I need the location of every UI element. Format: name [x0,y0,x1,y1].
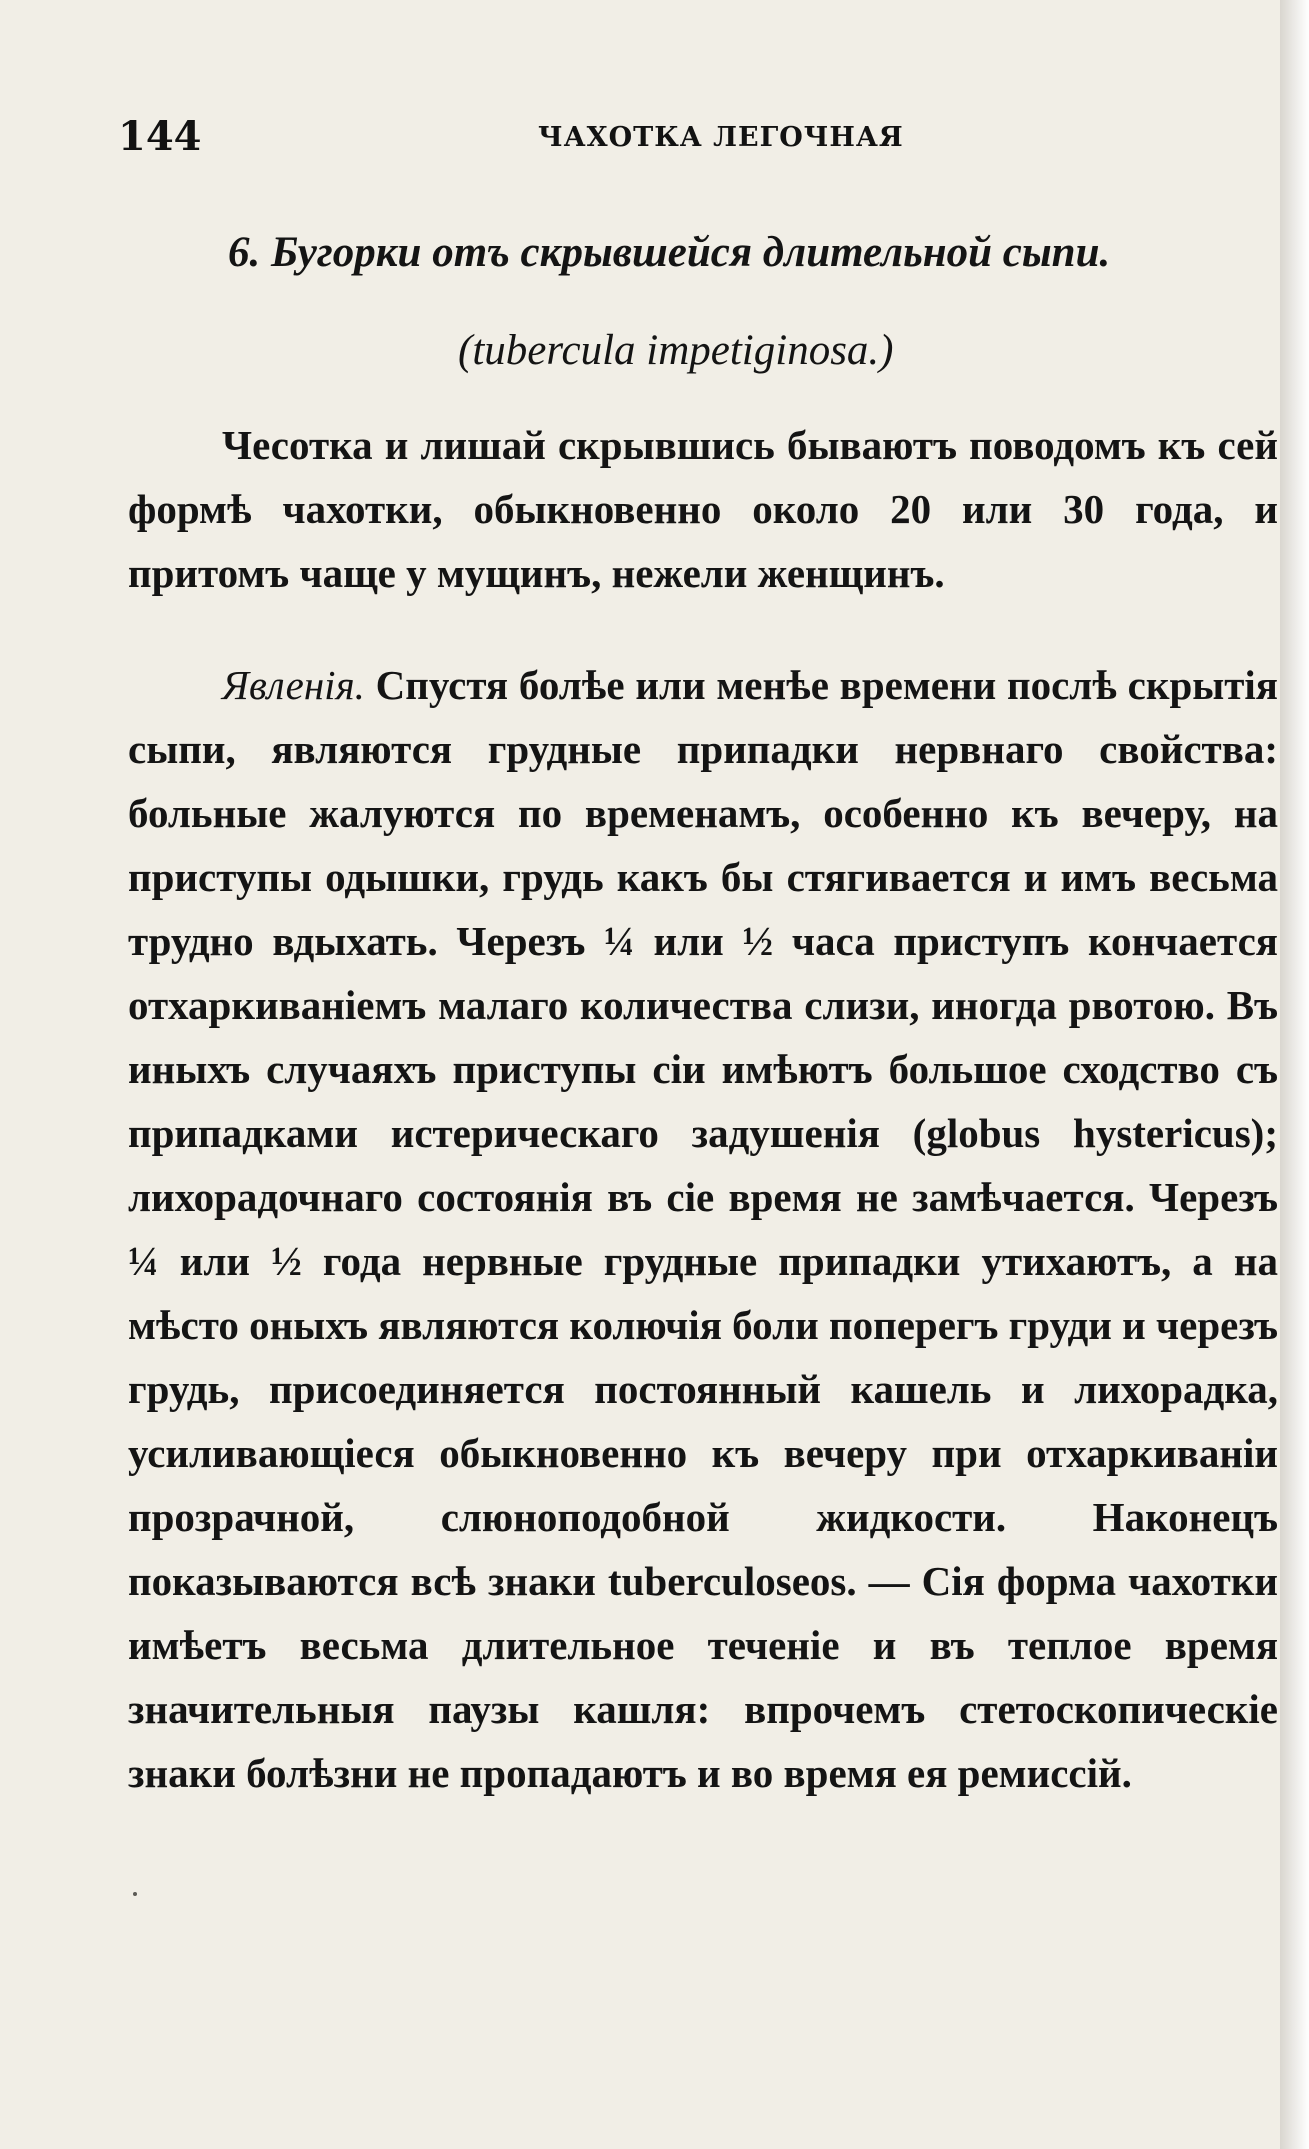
paper-speck [133,1892,137,1896]
section-title: 6. Бугорки отъ скрывшейся длительной сыпи. [228,229,1111,276]
paragraph-symptoms [128,653,1278,1805]
page-number: 144 [118,113,202,160]
running-head: ЧАХОТКА ЛЕГОЧНАЯ [538,122,904,153]
paragraph-text: Спустя болѣе или менѣе времени послѣ скрытія сыпи, являются грудные припадки нервнаго свойства: больные жалуются по временамъ, особенно къ вечеру, на приступы одышки, грудь какъ бы стягивается и имъ весьма трудно вдыхать. Черезъ ¼ или ½ часа приступъ кончается отхаркиваніемъ малаго количества слизи, иногда рвотою. Въ иныхъ случаяхъ приступы сіи имѣютъ большое сходство съ припадками истерическаго задушенія (globus hystericus); лихорадочнаго состоянія въ сіе время не замѣчается. Черезъ ¼ или ½ года нервные грудные припадки утихаютъ, а на мѣсто оныхъ являются колючія боли поперегъ груди и черезъ грудь, присоединяется постоянный кашель и лихорадка, усиливающіеся обыкновенно къ вечеру при отхаркиваніи прозрачной, слюноподобной жидкости. Наконецъ показываются всѣ знаки tuberculoseos. — Сія форма чахотки имѣетъ весьма длительное теченіе и въ теплое время значительныя паузы кашля: впрочемъ стетоскопическіе знаки болѣзни не пропадаютъ и во время ея ремиссій. [128,662,1278,1796]
page-edge [1280,0,1309,2149]
paragraph-causes [128,413,1278,605]
paragraph-lead: Явленія. [222,662,365,708]
latin-name: (tubercula impetiginosa.) [458,327,894,374]
paragraph-text: Чесотка и лишай скрывшись бываютъ поводомъ къ сей формѣ чахотки, обыкновенно около 20 или 30 года, и притомъ чаще у мущинъ, нежели женщинъ. [128,422,1278,596]
page-header [118,112,1268,162]
page-body [128,225,1278,1805]
